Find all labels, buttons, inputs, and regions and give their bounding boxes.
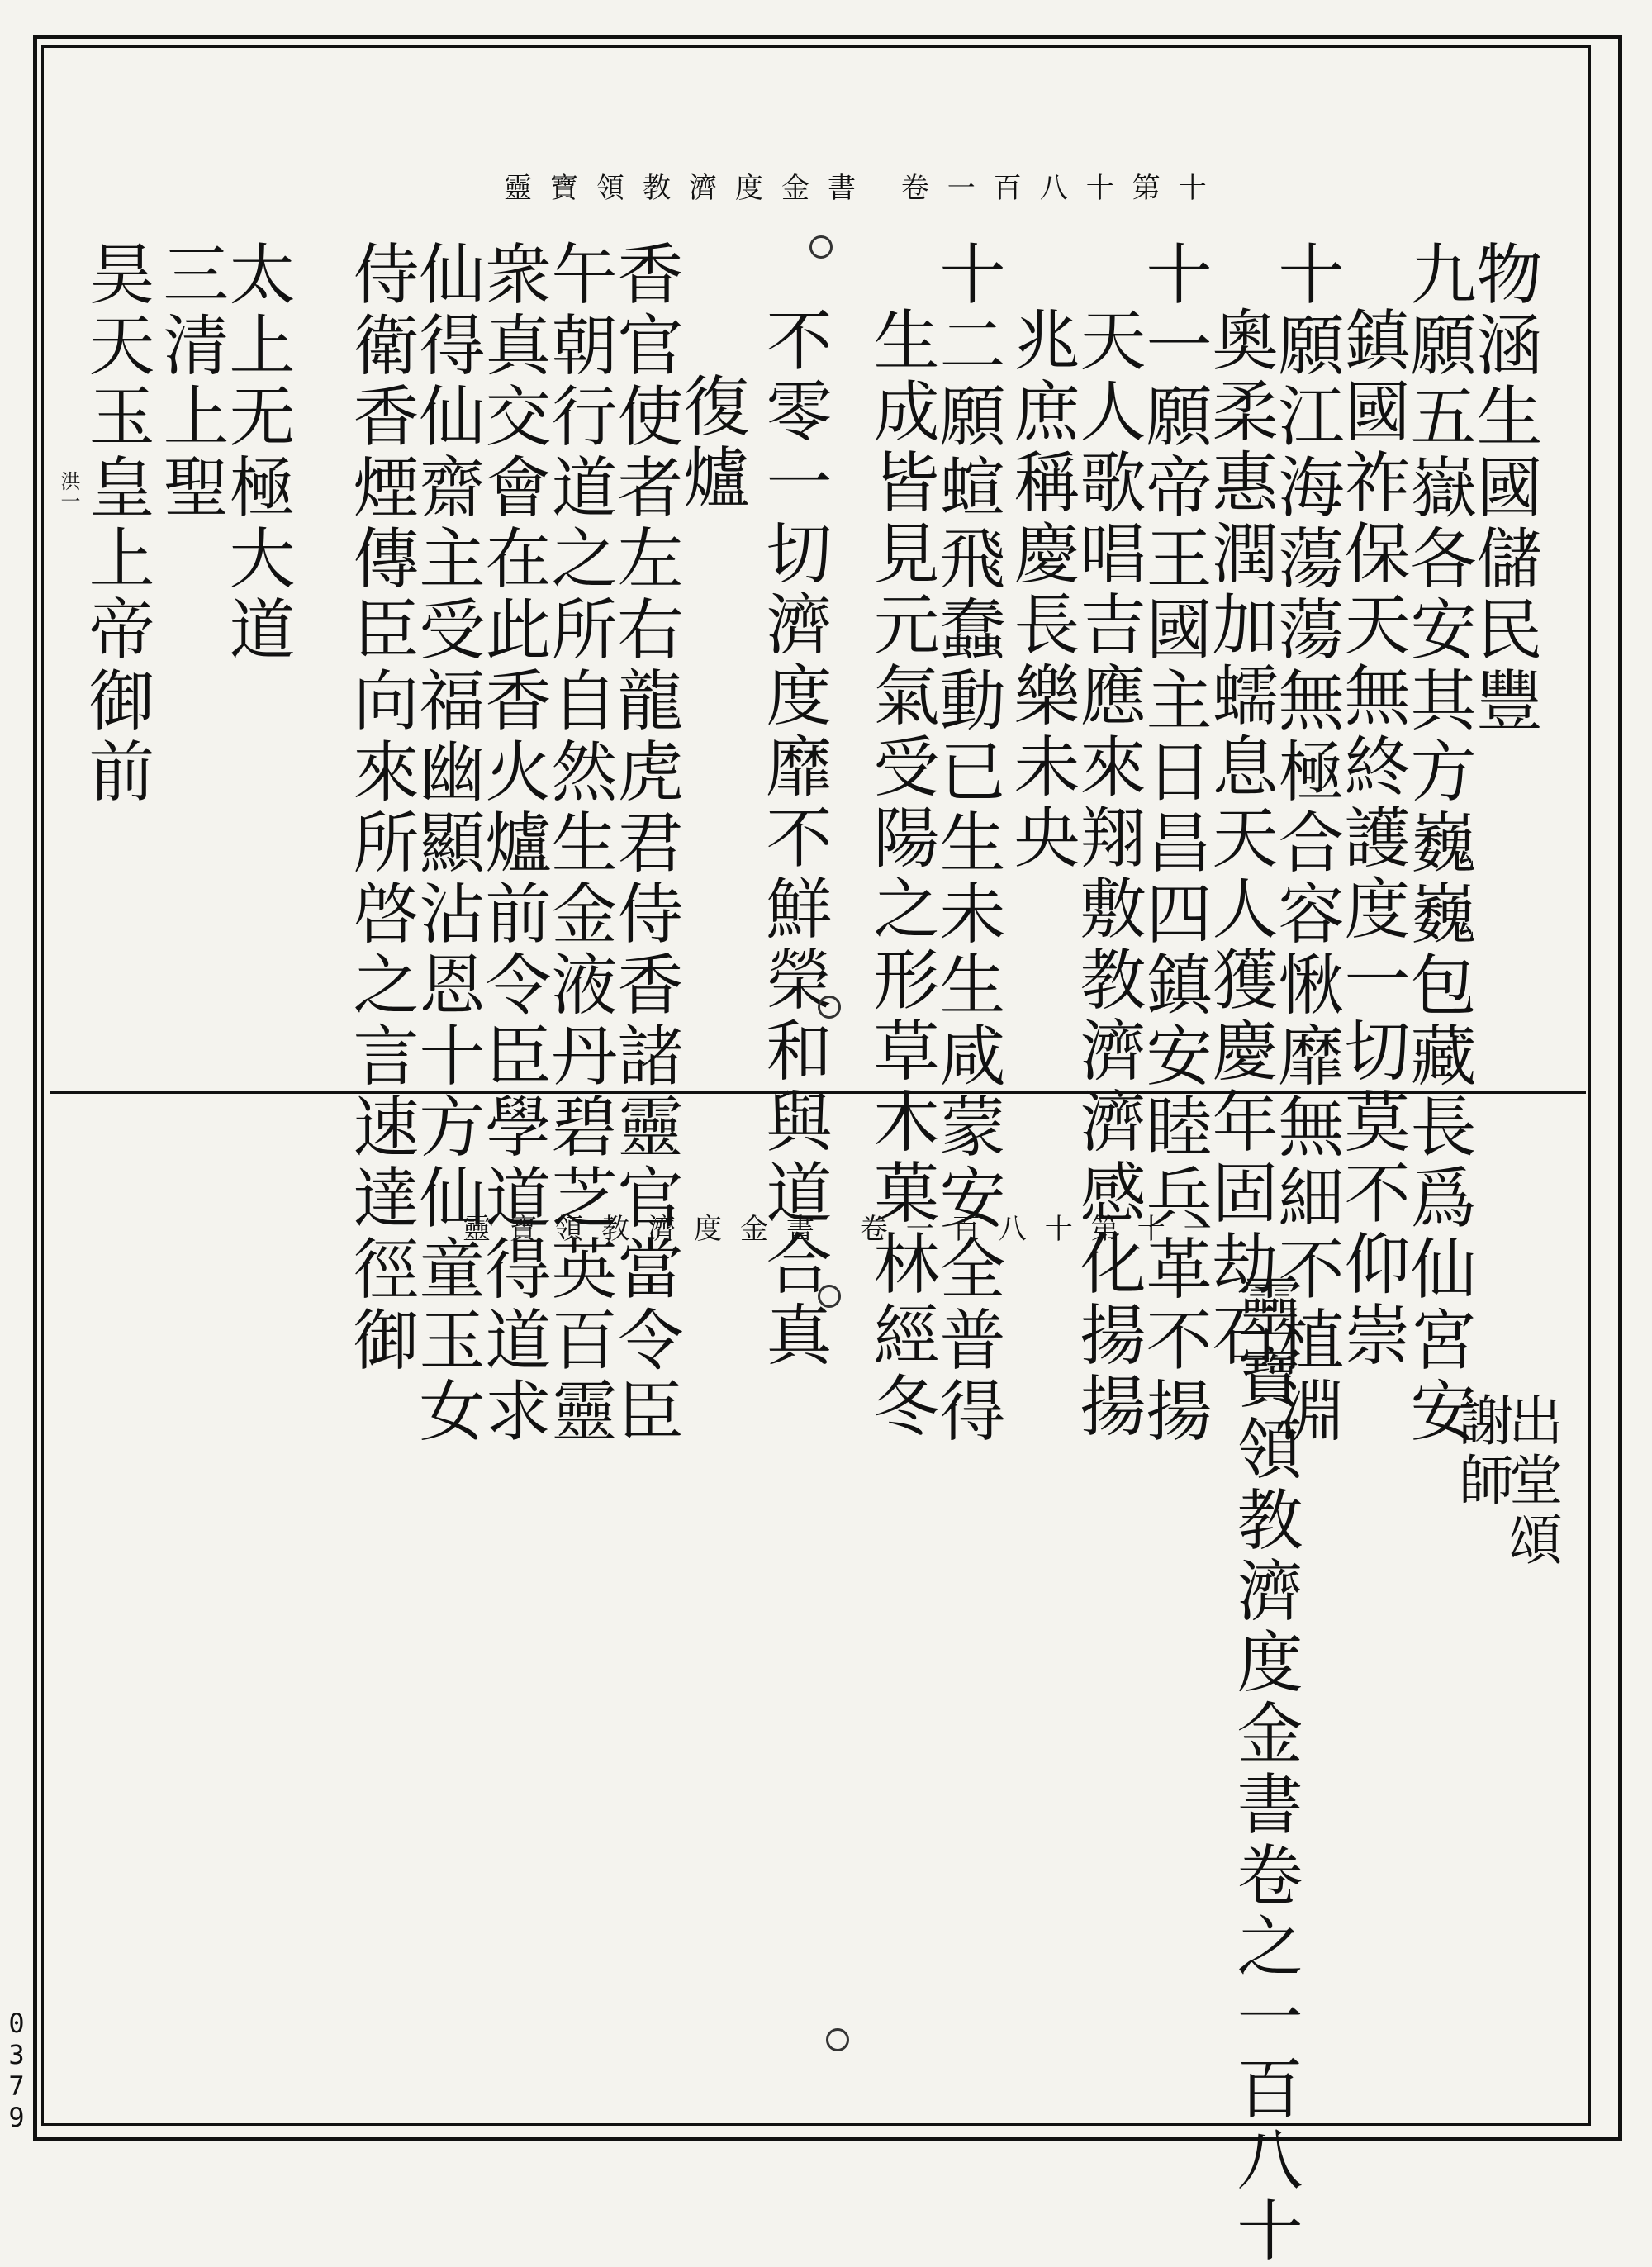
heading-chutang-song: 出堂頌: [1499, 1392, 1563, 1571]
binding-hole: [818, 996, 841, 1019]
page-number: 0 3 7 9: [8, 2008, 25, 2133]
scroll-end-title: 靈寶領教濟度金書卷之一百八十: [1226, 1272, 1303, 2267]
text-column-4: 十願江海蕩蕩無極合容愀靡無細不植淵: [1267, 240, 1344, 1447]
text-column-10: 生成皆見元氣受陽之形草木菓林經冬: [862, 306, 939, 1442]
text-column-6: 十一願帝王國主日昌四鎮安睦兵革不揚: [1135, 240, 1212, 1447]
binding-hole: [809, 235, 833, 259]
binding-hole: [818, 1285, 841, 1308]
text-column-15: 衆真交會在此香火爐前令臣學道得道求: [474, 240, 551, 1447]
text-column-16: 仙得仙齋主受福幽顯沾恩十方仙童玉女: [408, 240, 485, 1447]
text-column-13: 香官使者左右龍虎君侍香諸靈官當令臣: [606, 240, 683, 1447]
text-column-8: 兆庶稱慶長樂未央: [1003, 306, 1080, 874]
text-column-17: 侍衛香煙傳臣向來所啓之言速達徑御: [342, 240, 419, 1376]
text-column-7: 天人歌唱吉應來翔敷教濟濟感化揚揚: [1069, 306, 1146, 1442]
text-column-18: 太上无極大道: [218, 240, 295, 666]
text-column-20: 昊天玉皇上帝御前: [78, 240, 154, 808]
margin-note: 洪一: [57, 471, 80, 511]
text-column-19: 三清上聖: [152, 240, 229, 524]
text-column-3: 鎮國祚保天無終護度一切莫不仰崇: [1333, 306, 1410, 1371]
bottom-running-header: 靈寶領教濟度金書 卷一百八十第十一: [463, 1213, 1230, 1246]
top-running-header: 靈寶領教濟度金書 卷一百八十第十: [504, 172, 1225, 205]
text-column-11: 不零一切濟度靡不鮮榮和與道合真: [755, 306, 832, 1371]
text-column-5: 奧柔惠潤加蠕息天人獲慶年固劫石: [1201, 306, 1278, 1371]
text-column-14: 午朝行道之所自然生金液丹碧芝英百靈: [540, 240, 617, 1447]
heading-xieshi: 謝師: [1450, 1392, 1513, 1511]
section-heading-fulu: 復爐: [672, 372, 749, 514]
binding-hole: [826, 2028, 849, 2051]
text-column-9: 十二願蝖飛蠢動已生未生咸蒙安全普得: [928, 240, 1005, 1447]
text-column-2: 九願五嶽各安其方巍巍包藏長爲仙宮安: [1399, 240, 1476, 1447]
text-column-1: 物涵生國儲民豐: [1465, 240, 1542, 737]
